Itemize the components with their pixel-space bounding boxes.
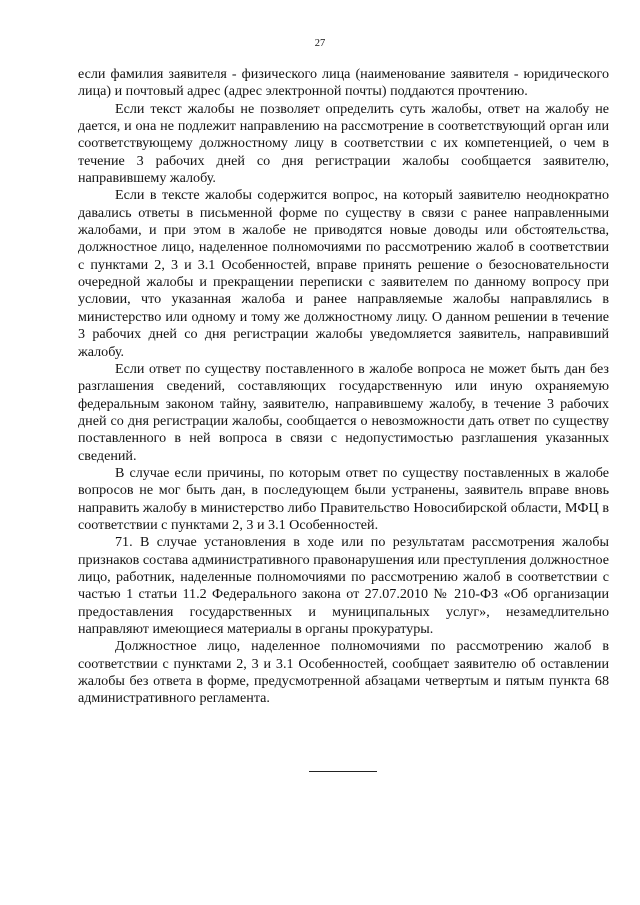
paragraph-reasons-eliminated: В случае если причины, по которым ответ по существу поставленных в жалобе вопросов не мог быть дан, в последующем были устранены, заявитель вправе вновь направить жалобу в министерство либо Правительство Новосибирской области, МФЦ в соответствии с пунктами 2, 3 и 3.1 Особенностей.: [78, 464, 609, 533]
paragraph-repeated-complaint: Если в тексте жалобы содержится вопрос, на который заявителю неоднократно давались ответы в письменной форме по существу в связи с ранее направленными жалобами, и при этом в жалобе не приводятся новые доводы или обстоятельства, должностное лицо, наделенное полномочиями по рассмотрению жалоб в соответствии с пунктами 2, 3 и 3.1 Особенностей, вправе принять решение о безосновательности очередной жалобы и прекращении переписки с заявителем по данному вопросу при условии, что указанная жалоба и ранее направляемые жалобы направлялись в министерство или одному и тому же должностному лицу. О данном решении в течение 3 рабочих дней со дня регистрации жалобы уведомляется заявитель, направивший жалобу.: [78, 187, 609, 360]
document-body: [78, 66, 609, 708]
paragraph-secret-information: Если ответ по существу поставленного в жалобе вопроса не может быть дан без разглашения сведений, составляющих государственную или иную охраняемую федеральным законом тайну, заявителю, направившему жалобу, в течение 3 рабочих дней со дня регистрации жалобы, сообщается о невозможности дать ответ по существу поставленного в ней вопроса в связи с недопустимостью разглашения указанных сведений.: [78, 360, 609, 464]
paragraph-continuation: если фамилия заявителя - физического лица (наименование заявителя - юридического лица) и почтовый адрес (адрес электронной почты) поддаются прочтению.: [78, 66, 609, 100]
end-divider: [309, 771, 377, 772]
page-number: 27: [314, 38, 326, 49]
paragraph-item-71: 71. В случае установления в ходе или по результатам рассмотрения жалобы признаков состава административного правонарушения или преступления должностное лицо, работник, наделенные полномочиями по рассмотрению жалоб в соответствии с частью 1 статьи 11.2 Федерального закона от 27.07.2010 № 210-ФЗ «Об организации предоставления государственных и муниципальных услуг», незамедлительно направляют имеющиеся материалы в органы прокуратуры.: [78, 534, 609, 637]
paragraph-notification: Должностное лицо, наделенное полномочиями по рассмотрению жалоб в соответствии с пунктами 2, 3 и 3.1 Особенностей, сообщает заявителю об оставлении жалобы без ответа в форме, предусмотренной абзацами четвертым и пятым пункта 68 административного регламента.: [78, 638, 609, 707]
paragraph-undeterminable-complaint: Если текст жалобы не позволяет определить суть жалобы, ответ на жалобу не дается, и она не подлежит направлению на рассмотрение в соответствующий орган или соответствующему должностному лицу в соответствии с их компетенцией, о чем в течение 3 рабочих дней со дня регистрации жалобы сообщается заявителю, направившему жалобу.: [78, 100, 609, 187]
